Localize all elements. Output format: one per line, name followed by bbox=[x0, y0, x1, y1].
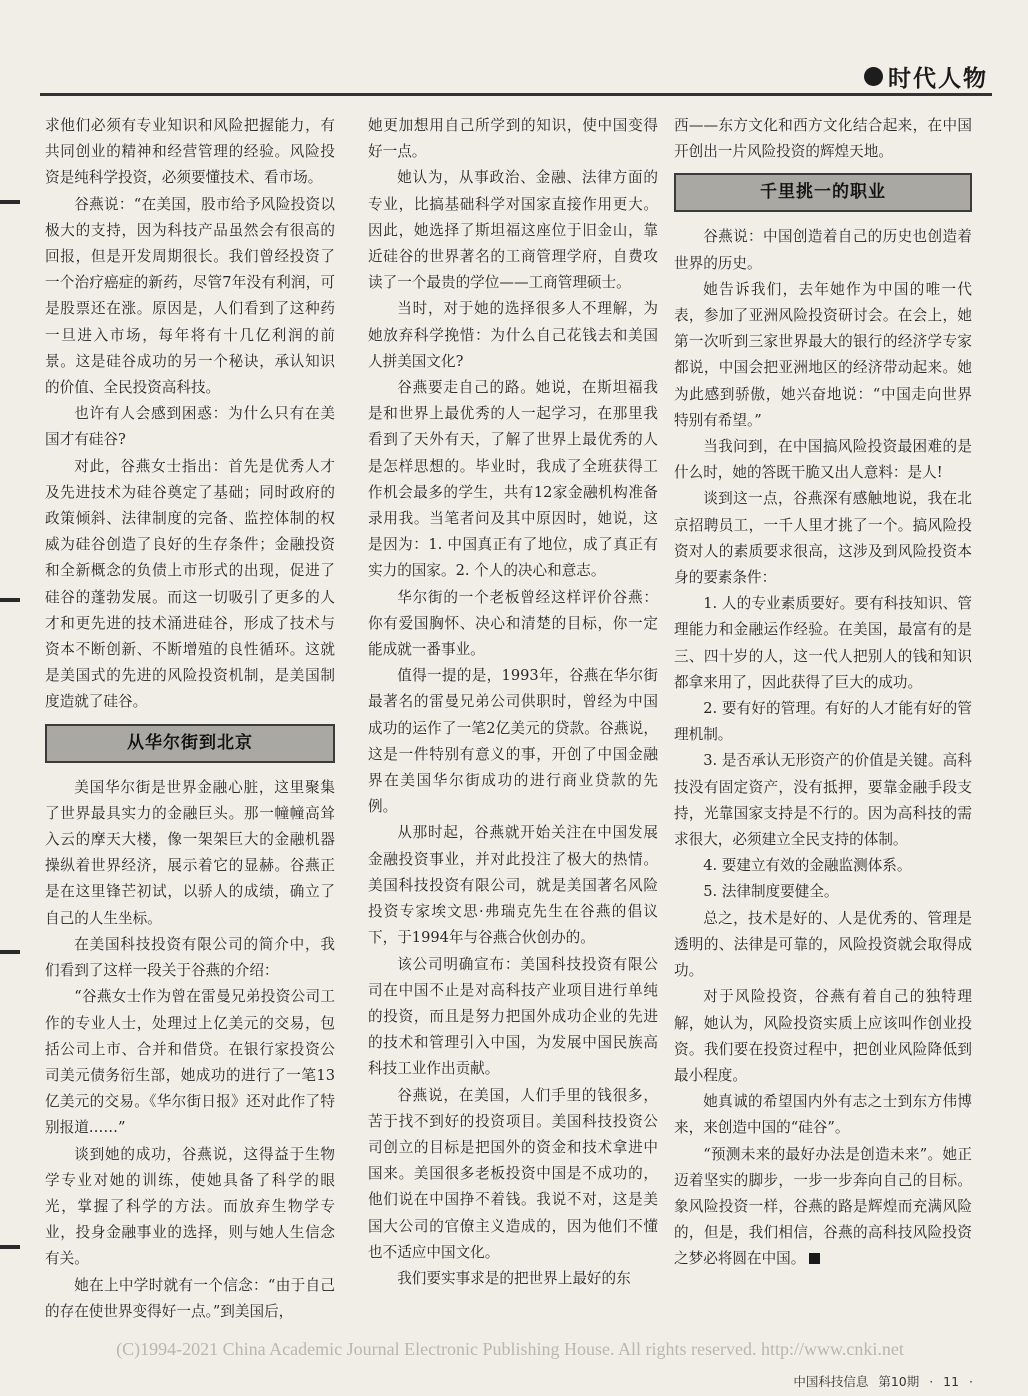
paragraph: 她认为，从事政治、金融、法律方面的专业，比搞基础科学对国家直接作用更大。因此，她选择了斯坦福这座位于旧金山，靠近硅谷的世界著名的工商管理学府，自费攻读了一个最贵的学位——工商管理硕士。 bbox=[368, 169, 658, 292]
paragraph: 对于风险投资，谷燕有着自己的独特理解，她认为，风险投资实质上应该叫作创业投资。我们要在投资过程中，把创业风险降低到最小程度。 bbox=[674, 988, 972, 1084]
paragraph: 谷燕说：“在美国，股市给予风险投资以极大的支持，因为科技产品虽然会有很高的回报，但是开发周期很长。我们曾经投资了一个治疗癌症的新药，尽管7年没有利润，可是股票还在涨。原因是，人们看到了这种药一旦进入市场，每年将有十几亿利润的前景。这是硅谷成功的另一个秘诀，承认知识的价值、全民投资高科技。 bbox=[45, 195, 335, 397]
copyright-watermark: (C)1994-2021 China Academic Journal Electronic Publishing House. All rights reserved. http://www.cnki.net bbox=[116, 1339, 904, 1359]
paragraph: 谷燕要走自己的路。她说，在斯坦福我是和世界上最优秀的人一起学习，在那里我看到了天外有天，了解了世界上最优秀的人是怎样思想的。毕业时，我成了全班获得工作机会最多的学生，共有12家金融机构准备录用我。当笔者问及其中原因时，她说，这是因为：1. 中国真正有了地位，成了真正有实力的国家。2. 个人的决心和意志。 bbox=[368, 379, 658, 580]
paragraph: 西——东方文化和西方文化结合起来，在中国开创出一片风险投资的辉煌天地。 bbox=[674, 117, 972, 161]
bullet-dot-icon bbox=[864, 67, 883, 86]
paragraph: 从那时起，谷燕就开始关注在中国发展金融投资事业，并对此投注了极大的热情。美国科技投资有限公司，就是美国著名风险投资专家埃文思·弗瑞克先生在谷燕的倡议下，于1994年与谷燕合伙创办的。 bbox=[368, 824, 658, 947]
paragraph: 她在上中学时就有一个信念：“由于自己的存在使世界变得好一点。”到美国后， bbox=[45, 1276, 335, 1320]
paragraph: 总之，技术是好的、人是优秀的、管理是透明的、法律是可靠的，风险投资就会取得成功。 bbox=[674, 909, 972, 980]
paragraph: 她真诚的希望国内外有志之士到东方伟博来，来创造中国的“硅谷”。 bbox=[674, 1093, 972, 1137]
list-paragraph: 3. 是否承认无形资产的价值是关键。高科技没有固定资产，没有抵押，要靠金融手段支持，光靠国家支持是不行的。因为高科技的需求很大，必须建立全民支持的体制。 bbox=[674, 752, 972, 849]
article-column-1 bbox=[45, 113, 335, 1325]
paragraph: 谈到她的成功，谷燕说，这得益于生物学专业对她的训练，使她具备了科学的眼光，掌握了科学的方法。而放弃生物学专业，投身金融事业的选择，则与她人生信念有关。 bbox=[45, 1145, 335, 1268]
section-title: 时代人物 bbox=[888, 66, 988, 92]
paragraph: 该公司明确宣布：美国科技投资有限公司在中国不止是对高科技产业项目进行单纯的投资，而且是努力把国外成功企业的先进的技术和管理引入中国，为发展中国民族高科技工业作出贡献。 bbox=[368, 955, 658, 1078]
paragraph: 我们要实事求是的把世界上最好的东 bbox=[397, 1269, 631, 1287]
paragraph: 当时，对于她的选择很多人不理解，为她放弃科学挽惜：为什么自己花钱去和美国人拼美国文化? bbox=[368, 300, 658, 370]
paragraph: 在美国科技投资有限公司的简介中，我们看到了这样一段关于谷燕的介绍： bbox=[45, 935, 335, 980]
list-paragraph: 5. 法律制度要健全。 bbox=[703, 883, 839, 901]
section-header bbox=[864, 60, 988, 93]
end-mark-icon bbox=[809, 1253, 820, 1264]
paragraph: 值得一提的是，1993年，谷燕在华尔街最著名的雷曼兄弟公司供职时，曾经为中国成功的运作了一笔2亿美元的贷款。谷燕说，这是一件特别有意义的事，开创了中国金融界在美国华尔街成功的进行商业贷款的先例。 bbox=[368, 667, 658, 816]
list-paragraph: 2. 要有好的管理。有好的人才能有好的管理机制。 bbox=[674, 700, 972, 744]
paragraph: 她告诉我们，去年她作为中国的唯一代表，参加了亚洲风险投资研讨会。在会上，她第一次听到三家世界最大的银行的经济学专家都说，中国会把亚洲地区的经济带动起来。她为此感到骄傲，她兴奋地说：“中国走向世界特别有希望。” bbox=[674, 280, 972, 429]
section-heading: 从华尔街到北京 bbox=[45, 724, 335, 763]
paragraph: 华尔街的一个老板曾经这样评价谷燕：你有爱国胸怀、决心和清楚的目标，你一定能成就一番事业。 bbox=[368, 588, 658, 659]
paragraph: 谷燕说，在美国，人们手里的钱很多，苦于找不到好的投资项目。美国科技投资公司创立的目标是把国外的资金和技术拿进中国来。美国很多老板投资中国是不成功的，他们说在中国挣不着钱。我说不对，这是美国大公司的官僚主义造成的，因为他们不懂也不适应中国文化。 bbox=[368, 1086, 658, 1261]
section-heading: 千里挑一的职业 bbox=[674, 173, 972, 212]
page-footer: 中国科技信息 第10期 · 11 · bbox=[793, 1374, 973, 1389]
article-column-2 bbox=[368, 113, 658, 1292]
quote-paragraph: “谷燕女士作为曾在雷曼兄弟投资公司工作的专业人士，处理过上亿美元的交易，包括公司上市、合并和借贷。在银行家投资公司美元债务衍生部，她成功的进行了一笔13亿美元的交易。《华尔街日报》还对此作了特别报道……” bbox=[45, 988, 335, 1137]
paragraph: 她更加想用自己所学到的知识，使中国变得好一点。 bbox=[368, 117, 658, 161]
paragraph: 美国华尔街是世界金融心脏，这里聚集了世界最具实力的金融巨头。那一幢幢高耸入云的摩天大楼，像一架架巨大的金融机器操纵着世界经济，展示着它的显赫。谷燕正是在这里锋芒初试，以骄人的成绩，确立了自己的人生坐标。 bbox=[45, 778, 335, 927]
paragraph: 对此，谷燕女士指出：首先是优秀人才及先进技术为硅谷奠定了基础；同时政府的政策倾斜、法律制度的完备、监控体制的权威为硅谷创造了良好的生存条件；金融投资和全新概念的负债上市形式的出现，促进了硅谷的蓬勃发展。而这一切吸引了更多的人才和更先进的技术涌进硅谷，形成了技术与资本不断创新、不断增殖的良性循环。这就是美国式的先进的风险投资机制，是美国制度造就了硅谷。 bbox=[45, 457, 335, 711]
closing-paragraph bbox=[674, 1142, 972, 1273]
paragraph: 谈到这一点，谷燕深有感触地说，我在北京招聘员工，一千人里才挑了一个。搞风险投资对人的素质要求很高，这涉及到风险投资本身的要素条件： bbox=[674, 490, 972, 587]
paragraph: 也许有人会感到困惑：为什么只有在美国才有硅谷? bbox=[45, 405, 335, 449]
closing-text: “预测未来的最好办法是创造未来”。她正迈着坚实的脚步，一步一步奔向自己的目标。象风险投资一样，谷燕的路是辉煌而充满风险的，但是，我们相信，谷燕的高科技风险投资之梦必将圆在中国。 bbox=[674, 1145, 972, 1268]
margin-mark bbox=[0, 200, 20, 204]
margin-mark bbox=[0, 1245, 20, 1249]
margin-mark bbox=[0, 598, 20, 602]
paragraph: 谷燕说：中国创造着自己的历史也创造着世界的历史。 bbox=[674, 228, 972, 272]
list-paragraph: 1. 人的专业素质要好。要有科技知识、管理能力和金融运作经验。在美国，最富有的是三、四十岁的人，这一代人把别人的钱和知识都拿来用了，因此获得了巨大的成功。 bbox=[674, 595, 972, 691]
list-paragraph: 4. 要建立有效的金融监测体系。 bbox=[703, 857, 912, 875]
margin-mark bbox=[0, 950, 20, 954]
paragraph: 求他们必须有专业知识和风险把握能力，有共同创业的精神和经营管理的经验。风险投资是纯科学投资，必须要懂技术、看市场。 bbox=[45, 117, 335, 187]
paragraph: 当我问到，在中国搞风险投资最困难的是什么时，她的答既干脆又出人意料：是人! bbox=[674, 438, 972, 482]
article-column-3 bbox=[674, 113, 972, 1273]
header-rule bbox=[40, 93, 992, 96]
